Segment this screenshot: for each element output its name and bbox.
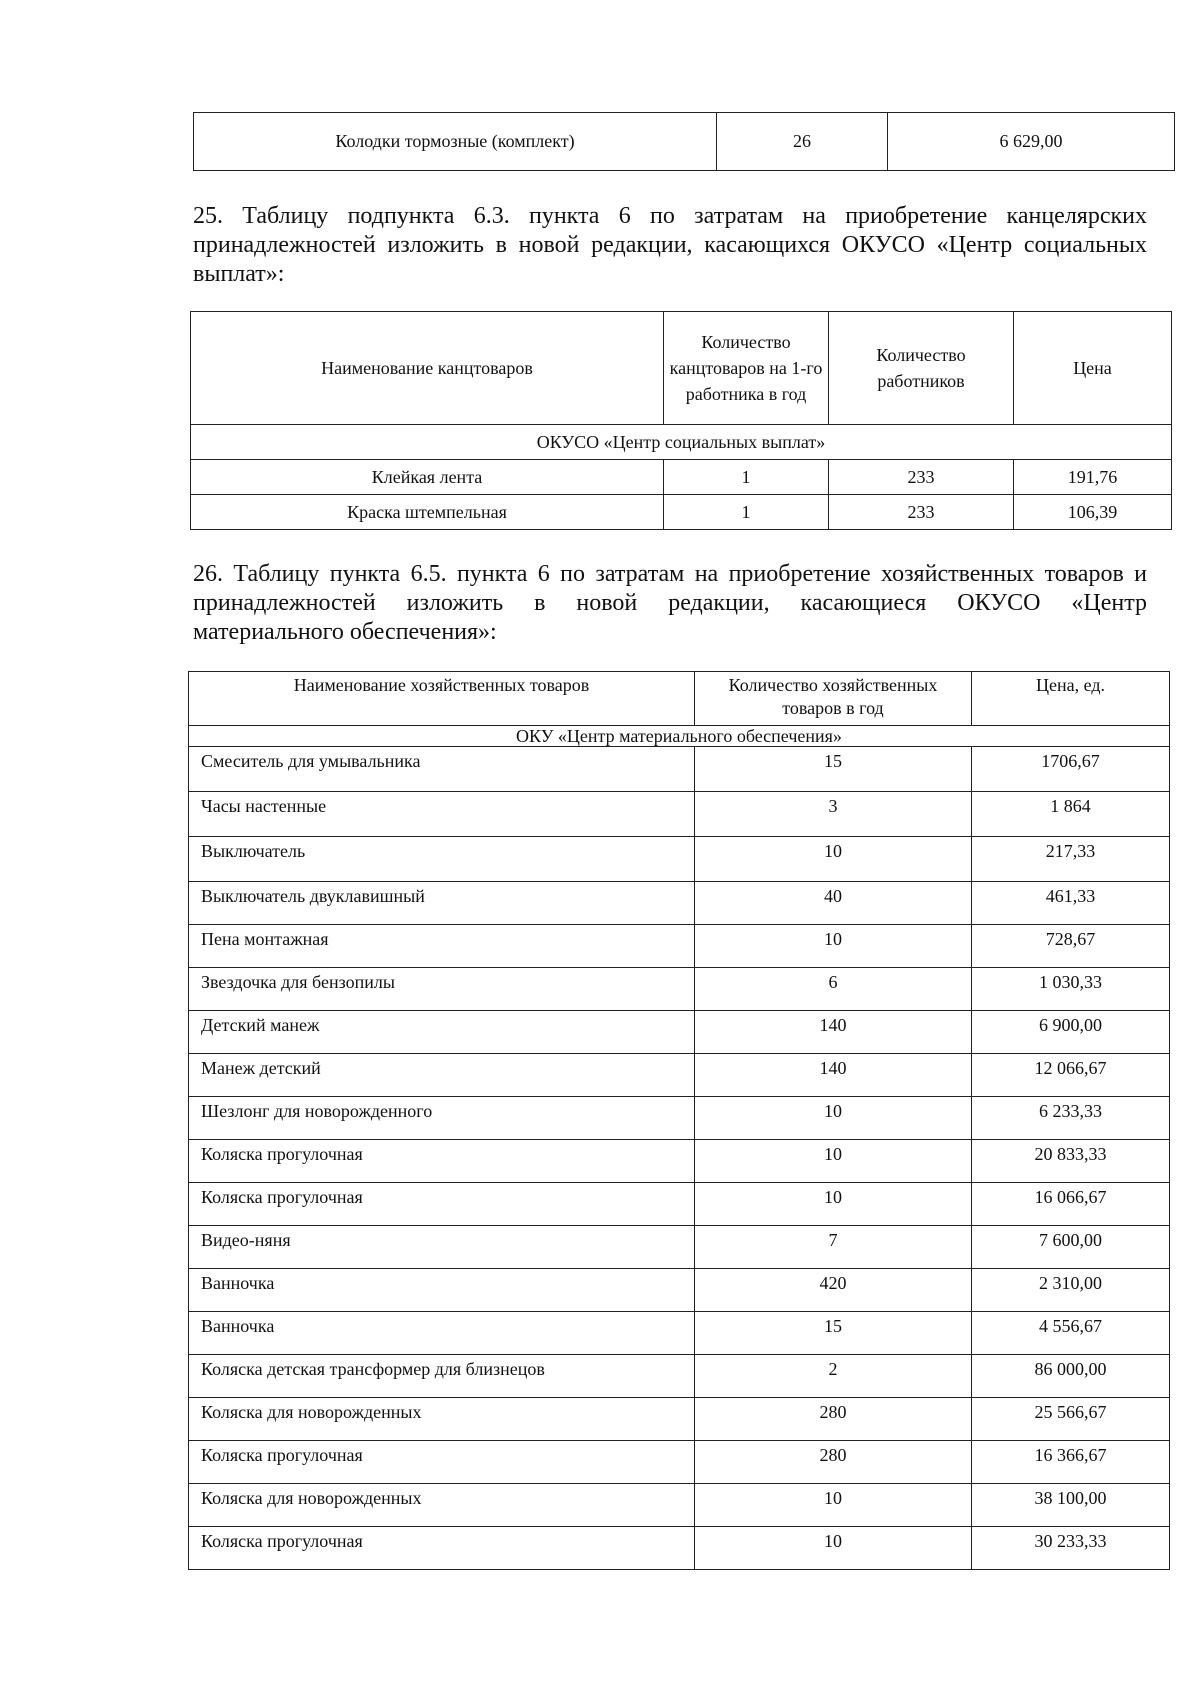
paragraph-line: принадлежностей изложить в новой редакции, касающиеся ОКУСО «Центр [193, 590, 1147, 616]
table-row [189, 1269, 1170, 1312]
item-qty-cell: 26 [717, 113, 888, 171]
table-row [189, 925, 1170, 968]
paragraph-line: выплат»: [193, 261, 285, 287]
cell-price: 7 600,00 [972, 1226, 1170, 1269]
cell-qty: 15 [695, 1312, 972, 1355]
cell-price: 30 233,33 [972, 1527, 1170, 1570]
cell-workers: 233 [829, 460, 1014, 495]
item-name-cell: Колодки тормозные (комплект) [194, 113, 717, 171]
cell-qty: 10 [695, 1183, 972, 1226]
header-workers: Количество работников [829, 312, 1014, 425]
table-row [189, 1054, 1170, 1097]
cell-qty: 140 [695, 1011, 972, 1054]
item-price-cell: 6 629,00 [888, 113, 1175, 171]
cell-name: Коляска для новорожденных [189, 1398, 695, 1441]
cell-price: 38 100,00 [972, 1484, 1170, 1527]
header-name: Наименование хозяйственных товаров [189, 672, 695, 726]
cell-qty: 280 [695, 1441, 972, 1484]
table-row [189, 1484, 1170, 1527]
header-price: Цена [1014, 312, 1172, 425]
cell-price: 4 556,67 [972, 1312, 1170, 1355]
cell-price: 86 000,00 [972, 1355, 1170, 1398]
cell-name: Коляска детская трансформер для близнецов [189, 1355, 695, 1398]
cell-name: Ванночка [189, 1269, 695, 1312]
cell-qty: 10 [695, 1140, 972, 1183]
table-row [189, 882, 1170, 925]
cell-price: 1 864 [972, 792, 1170, 837]
table-row [189, 1097, 1170, 1140]
cell-qty: 15 [695, 747, 972, 792]
cell-name: Коляска прогулочная [189, 1441, 695, 1484]
table-row [189, 1355, 1170, 1398]
paragraph-25 [193, 202, 1147, 289]
household-goods-table [188, 671, 1170, 1570]
cell-price: 6 233,33 [972, 1097, 1170, 1140]
group-row [191, 425, 1172, 460]
paragraph-line: 26. Таблицу пункта 6.5. пункта 6 по затратам на приобретение хозяйственных товаров и [193, 561, 1147, 587]
table-row [189, 1226, 1170, 1269]
cell-qty: 10 [695, 1484, 972, 1527]
table-row [189, 837, 1170, 882]
cell-qty: 10 [695, 925, 972, 968]
header-name: Наименование канцтоваров [191, 312, 664, 425]
cell-name: Коляска прогулочная [189, 1140, 695, 1183]
brake-pads-table [193, 112, 1175, 171]
cell-price: 728,67 [972, 925, 1170, 968]
cell-price: 20 833,33 [972, 1140, 1170, 1183]
table-row [194, 113, 1175, 171]
cell-name: Видео-няня [189, 1226, 695, 1269]
table-row [189, 1140, 1170, 1183]
cell-name: Пена монтажная [189, 925, 695, 968]
table-row [189, 792, 1170, 837]
cell-name: Детский манеж [189, 1011, 695, 1054]
cell-qty: 40 [695, 882, 972, 925]
cell-price: 25 566,67 [972, 1398, 1170, 1441]
cell-name: Клейкая лента [191, 460, 664, 495]
table-row [189, 968, 1170, 1011]
cell-qty: 6 [695, 968, 972, 1011]
table-row [191, 460, 1172, 495]
cell-price: 106,39 [1014, 495, 1172, 530]
cell-qty: 10 [695, 837, 972, 882]
cell-qty: 140 [695, 1054, 972, 1097]
table-row [189, 1312, 1170, 1355]
cell-price: 1 030,33 [972, 968, 1170, 1011]
cell-qty: 3 [695, 792, 972, 837]
header-qty: Количество хозяйственных товаров в год [695, 672, 972, 726]
cell-name: Ванночка [189, 1312, 695, 1355]
cell-price: 217,33 [972, 837, 1170, 882]
cell-name: Краска штемпельная [191, 495, 664, 530]
table-row [189, 747, 1170, 792]
table-row [189, 1011, 1170, 1054]
cell-name: Часы настенные [189, 792, 695, 837]
cell-name: Звездочка для бензопилы [189, 968, 695, 1011]
cell-price: 12 066,67 [972, 1054, 1170, 1097]
cell-name: Коляска для новорожденных [189, 1484, 695, 1527]
group-row [189, 726, 1170, 747]
stationery-table [190, 311, 1172, 530]
cell-qty: 1 [664, 495, 829, 530]
cell-price: 6 900,00 [972, 1011, 1170, 1054]
cell-price: 191,76 [1014, 460, 1172, 495]
cell-name: Шезлонг для новорожденного [189, 1097, 695, 1140]
table-header-row [189, 672, 1170, 726]
cell-price: 1706,67 [972, 747, 1170, 792]
cell-name: Манеж детский [189, 1054, 695, 1097]
cell-name: Смеситель для умывальника [189, 747, 695, 792]
cell-qty: 1 [664, 460, 829, 495]
cell-qty: 2 [695, 1355, 972, 1398]
cell-price: 2 310,00 [972, 1269, 1170, 1312]
cell-price: 461,33 [972, 882, 1170, 925]
cell-workers: 233 [829, 495, 1014, 530]
cell-name: Коляска прогулочная [189, 1183, 695, 1226]
paragraph-line: принадлежностей изложить в новой редакции, касающихся ОКУСО «Центр социальных [193, 232, 1147, 258]
group-title: ОКУ «Центр материального обеспечения» [189, 726, 1170, 747]
cell-price: 16 366,67 [972, 1441, 1170, 1484]
cell-qty: 420 [695, 1269, 972, 1312]
cell-qty: 280 [695, 1398, 972, 1441]
table-row [189, 1441, 1170, 1484]
table-row [189, 1398, 1170, 1441]
paragraph-line: 25. Таблицу подпункта 6.3. пункта 6 по затратам на приобретение канцелярских [193, 203, 1147, 229]
table-row [189, 1527, 1170, 1570]
cell-name: Выключатель [189, 837, 695, 882]
table-row [191, 495, 1172, 530]
paragraph-line: материального обеспечения»: [193, 619, 497, 645]
header-price: Цена, ед. [972, 672, 1170, 726]
table-row [189, 1183, 1170, 1226]
header-qty-per-worker: Количество канцтоваров на 1-го работника в год [664, 312, 829, 425]
cell-price: 16 066,67 [972, 1183, 1170, 1226]
cell-qty: 7 [695, 1226, 972, 1269]
cell-qty: 10 [695, 1097, 972, 1140]
table-header-row [191, 312, 1172, 425]
cell-name: Коляска прогулочная [189, 1527, 695, 1570]
cell-name: Выключатель двуклавишный [189, 882, 695, 925]
group-title: ОКУСО «Центр социальных выплат» [191, 425, 1172, 460]
paragraph-26 [193, 560, 1147, 647]
cell-qty: 10 [695, 1527, 972, 1570]
